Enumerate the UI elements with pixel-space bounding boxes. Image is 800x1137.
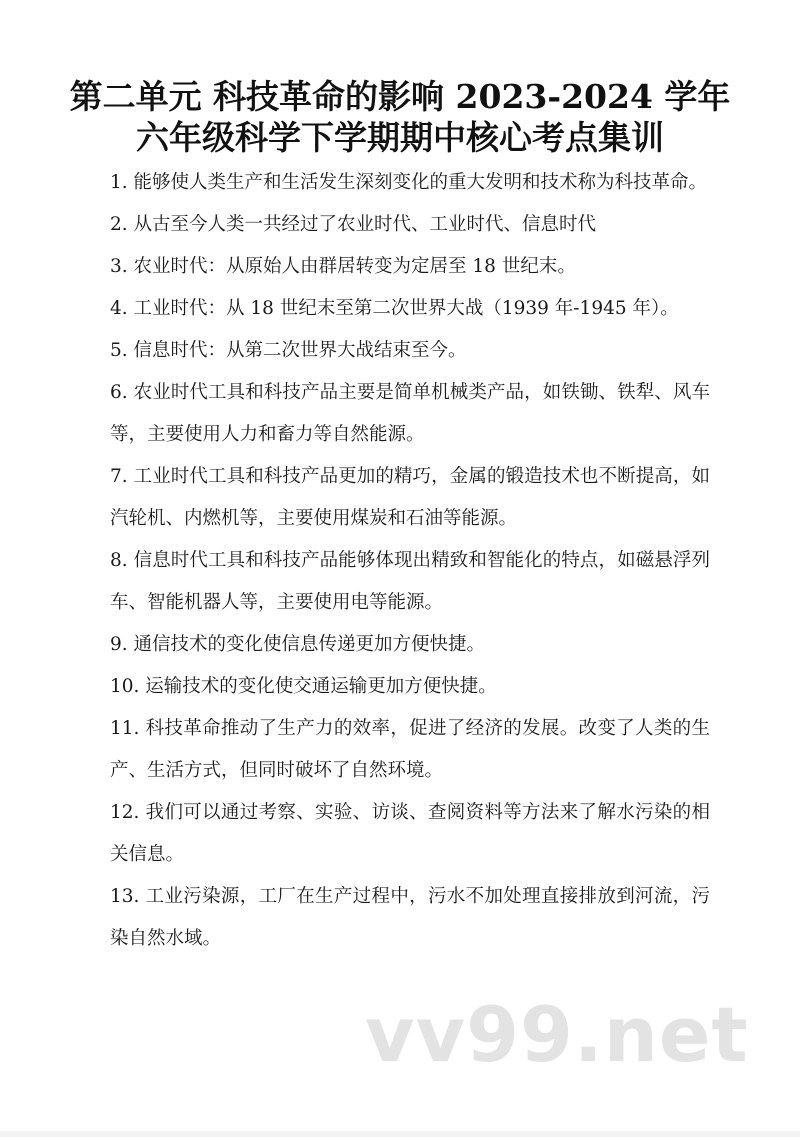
knowledge-point-9: 9. 通信技术的变化使信息传递更加方便快捷。 bbox=[110, 634, 486, 655]
document-title-line-1: 第二单元 科技革命的影响 2023-2024 学年 bbox=[69, 77, 731, 116]
knowledge-point-3: 3. 农业时代：从原始人由群居转变为定居至 18 世纪末。 bbox=[110, 256, 576, 277]
page-bottom-edge bbox=[0, 1131, 800, 1137]
knowledge-point-12: 12. 我们可以通过考察、实验、访谈、查阅资料等方法来了解水污染的相关信息。 bbox=[110, 802, 710, 865]
knowledge-point-6: 6. 农业时代工具和科技产品主要是简单机械类产品，如铁锄、铁犁、风车等，主要使用人力和畜力等自然能源。 bbox=[110, 382, 710, 445]
watermark: vv99.net bbox=[365, 990, 749, 1079]
knowledge-points-list bbox=[110, 162, 710, 960]
knowledge-point-8: 8. 信息时代工具和科技产品能够体现出精致和智能化的特点，如磁悬浮列车、智能机器人等，主要使用电等能源。 bbox=[110, 550, 710, 613]
knowledge-point-13: 13. 工业污染源，工厂在生产过程中，污水不加处理直接排放到河流，污染自然水域。 bbox=[110, 886, 710, 949]
knowledge-point-7: 7. 工业时代工具和科技产品更加的精巧，金属的锻造技术也不断提高，如汽轮机、内燃机等，主要使用煤炭和石油等能源。 bbox=[110, 466, 710, 529]
knowledge-point-2: 2. 从古至今人类一共经过了农业时代、工业时代、信息时代 bbox=[110, 214, 597, 235]
knowledge-point-10: 10. 运输技术的变化使交通运输更加方便快捷。 bbox=[110, 676, 497, 697]
knowledge-point-11: 11. 科技革命推动了生产力的效率，促进了经济的发展。改变了人类的生产、生活方式，但同时破坏了自然环境。 bbox=[110, 718, 710, 781]
knowledge-point-4: 4. 工业时代：从 18 世纪末至第二次世界大战（1939 年-1945 年）。 bbox=[110, 298, 679, 319]
knowledge-point-1: 1. 能够使人类生产和生活发生深刻变化的重大发明和技术称为科技革命。 bbox=[110, 172, 708, 193]
knowledge-point-5: 5. 信息时代：从第二次世界大战结束至今。 bbox=[110, 340, 467, 361]
document-title-line-2: 六年级科学下学期期中核心考点集训 bbox=[136, 118, 664, 157]
